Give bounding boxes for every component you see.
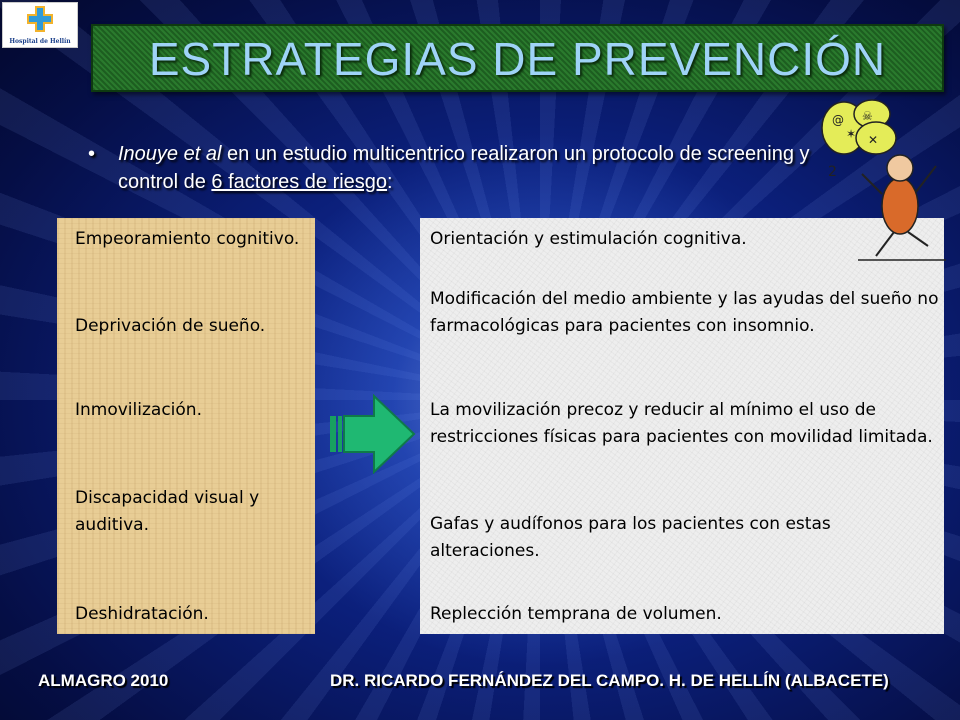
confused-person-illustration [818,96,948,266]
intro-text [90,140,830,196]
risk-factor-item: Discapacidad visual y auditiva. [75,488,260,535]
risk-factors-panel [57,218,315,634]
footer-author: DR. RICARDO FERNÁNDEZ DEL CAMPO. H. DE HELLÍN (ALBACETE) [330,671,889,690]
risk-factor-item: Deprivación de sueño. [75,316,266,336]
bullet-dot-icon: • [88,143,96,165]
slide-title: ESTRATEGIAS DE PREVENCIÓN [91,24,944,92]
intervention-item: Replección temprana de volumen. [430,604,722,624]
risk-factors-link: 6 factores de riesgo [211,171,388,193]
intervention-item: Gafas y audífonos para los pacientes con estas alteraciones. [430,514,831,561]
intro-bullet [90,140,830,196]
svg-text:✶: ✶ [846,127,857,141]
svg-text:☠: ☠ [862,109,873,123]
hospital-logo [2,2,78,48]
risk-factor-item: Empeoramiento cognitivo. [75,229,300,249]
intervention-item: Orientación y estimulación cognitiva. [430,229,747,249]
intro-text-mid: en un estudio multicentrico realizaron un protocolo de screening y control de [118,143,810,193]
svg-text:2: 2 [828,164,837,180]
intervention-item: Modificación del medio ambiente y las ayudas del sueño no farmacológicas para pacientes con insomnio. [430,289,939,336]
logo-text: Hospital de Hellín [9,38,71,45]
svg-text:@: @ [832,113,844,127]
risk-factor-item: Inmovilización. [75,400,202,420]
footer-event: ALMAGRO 2010 [38,671,169,690]
interventions-panel [420,218,944,634]
risk-factor-item: Deshidratación. [75,604,209,624]
hospital-cross-icon [25,5,55,33]
intro-text-end: : [387,171,393,193]
intervention-item: La movilización precoz y reducir al mínimo el uso de restricciones físicas para pacientes con movilidad limitada. [430,400,933,447]
right-arrow-icon [330,394,416,474]
author-ref: Inouye et al [118,143,222,165]
svg-text:✕: ✕ [868,133,879,147]
